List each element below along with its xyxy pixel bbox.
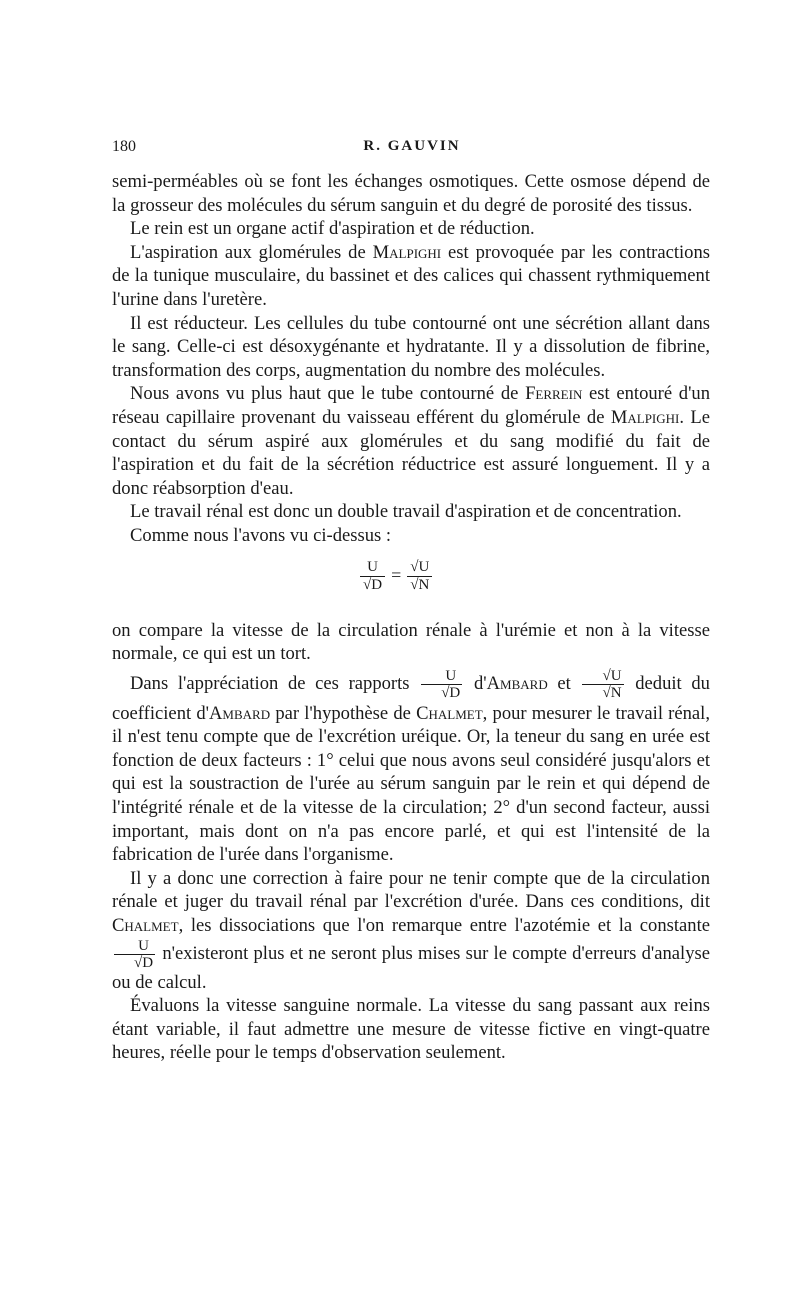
formula-right-fraction <box>407 559 432 594</box>
paragraph-9-text-f: , pour mesurer le travail rénal, il n'est tenu compte que de l'excrétion uréique. Or, la teneur du sang en urée est fonction de deux facteurs : 1° celui que nous avons seul considéré jusqu'alors et qui est la soustraction de l'urée au sérum sanguin par le rein et qui dépend de l'intégrité rénale et de la vitesse de la circulation; 2° d'un second facteur, aussi important, mais dont on n'a pas encore parlé, et qui est l'intensité de la fabrication de l'urée dans l'organisme. <box>112 702 710 866</box>
paragraph-9-text-e: par l'hypothèse de <box>275 702 411 724</box>
paragraph-3-text-b: est provoquée par les contractions de la tunique musculaire, du bassinet et des calices qui chassent rythmiquement l'urine dans l'uretère. <box>112 241 710 310</box>
author-name-malpighi-2: Malpighi <box>610 406 680 428</box>
formula-left-numerator: U <box>367 558 378 575</box>
paragraph-2: Le rein est un organe actif d'aspiration et de réduction. <box>130 218 535 240</box>
inline-fraction-1-numerator: U <box>445 667 457 684</box>
running-head: R. GAUVIN <box>363 138 461 154</box>
page-number: 180 <box>112 138 136 155</box>
paragraph-9-text-b: d' <box>473 672 487 694</box>
formula-equation <box>360 559 432 594</box>
paragraph-9-text-c: et <box>557 672 571 694</box>
paragraph-8: on compare la vitesse de la circulation rénale à l'urémie et non à la vitesse normale, ce qui est un tort. <box>112 619 710 665</box>
inline-fraction-1 <box>421 668 462 701</box>
inline-fraction-3 <box>114 938 155 971</box>
paragraph-10 <box>112 867 710 994</box>
paragraph-5-text-a: Nous avons vu plus haut que le tube contourné de <box>130 383 519 405</box>
paragraph-11: Évaluons la vitesse sanguine normale. La vitesse du sang passant aux reins étant variable, il faut admettre une mesure de vitesse fictive en vingt-quatre heures, réelle pour le temps d'observation seulement. <box>112 995 710 1064</box>
formula-right-numerator: √U <box>410 558 430 575</box>
formula-right-denominator: √N <box>407 576 432 594</box>
author-name-ferrein: Ferrein <box>525 383 583 405</box>
paragraph-5-text-b: est entouré d'un réseau capillaire provenant du vaisseau efférent du glomérule de <box>112 383 711 428</box>
formula-left-fraction <box>360 559 385 594</box>
display-formula <box>112 553 710 619</box>
paragraph-9-text-a: Dans l'appréciation de ces rapports <box>130 672 410 694</box>
author-name-chalmet-2: Chalmet <box>112 915 179 937</box>
paragraph-3-text-a: L'aspiration aux glomérules de <box>130 241 366 263</box>
paragraph-10-text-c: n'existeront plus et ne seront plus mises sur le compte d'erreurs d'analyse ou de calcul. <box>112 942 711 993</box>
author-name-ambard: Ambard <box>486 672 548 694</box>
paragraph-3 <box>112 241 710 312</box>
author-name-malpighi: Malpighi <box>372 241 442 263</box>
inline-fraction-2 <box>582 668 623 701</box>
paragraph-9-text-d: deduit du coefficient d' <box>112 672 710 724</box>
author-name-ambard-2: Ambard <box>209 702 271 724</box>
paragraph-7: Comme nous l'avons vu ci-dessus : <box>130 524 392 546</box>
paragraph-4: Il est réducteur. Les cellules du tube contourné ont une sécrétion allant dans le sang. Celle-ci est désoxygénante et hydratante. Il y a dissolution de fibrine, transformation des corps, augmentation du nombre des molécules. <box>112 312 710 381</box>
author-name-chalmet: Chalmet <box>416 702 483 724</box>
page-header <box>112 138 712 162</box>
paragraph-10-text-a: Il y a donc une correction à faire pour ne tenir compte que de la circulation rénale et juger du travail rénal par l'excrétion d'urée. Dans ces conditions, dit <box>112 867 710 913</box>
paragraph-5-text-c: . Le contact du sérum aspiré aux glomérules et du sang modifié du fait de l'aspiration et du fait de la sécrétion réductrice est assuré longuement. Il y a donc réabsorption d'eau. <box>112 406 710 499</box>
inline-fraction-2-numerator: √U <box>602 667 622 684</box>
body-text <box>112 170 710 1065</box>
inline-fraction-3-denominator: √D <box>114 954 155 971</box>
paragraph-10-text-b: , les dissociations que l'on remarque entre l'azotémie et la constante <box>178 915 710 937</box>
inline-fraction-1-denominator: √D <box>421 684 462 701</box>
paragraph-6: Le travail rénal est donc un double travail d'aspiration et de concentration. <box>130 501 682 523</box>
paragraph-1: semi-perméables où se font les échanges osmotiques. Cette osmose dépend de la grosseur des molécules du sérum sanguin et du degré de porosité des tissus. <box>112 171 710 216</box>
inline-fraction-2-denominator: √N <box>582 684 623 701</box>
paragraph-5 <box>112 382 710 500</box>
inline-fraction-3-numerator: U <box>138 937 149 954</box>
formula-equals-sign: = <box>391 565 402 586</box>
paragraph-9 <box>112 666 710 867</box>
formula-left-denominator: √D <box>360 576 385 594</box>
